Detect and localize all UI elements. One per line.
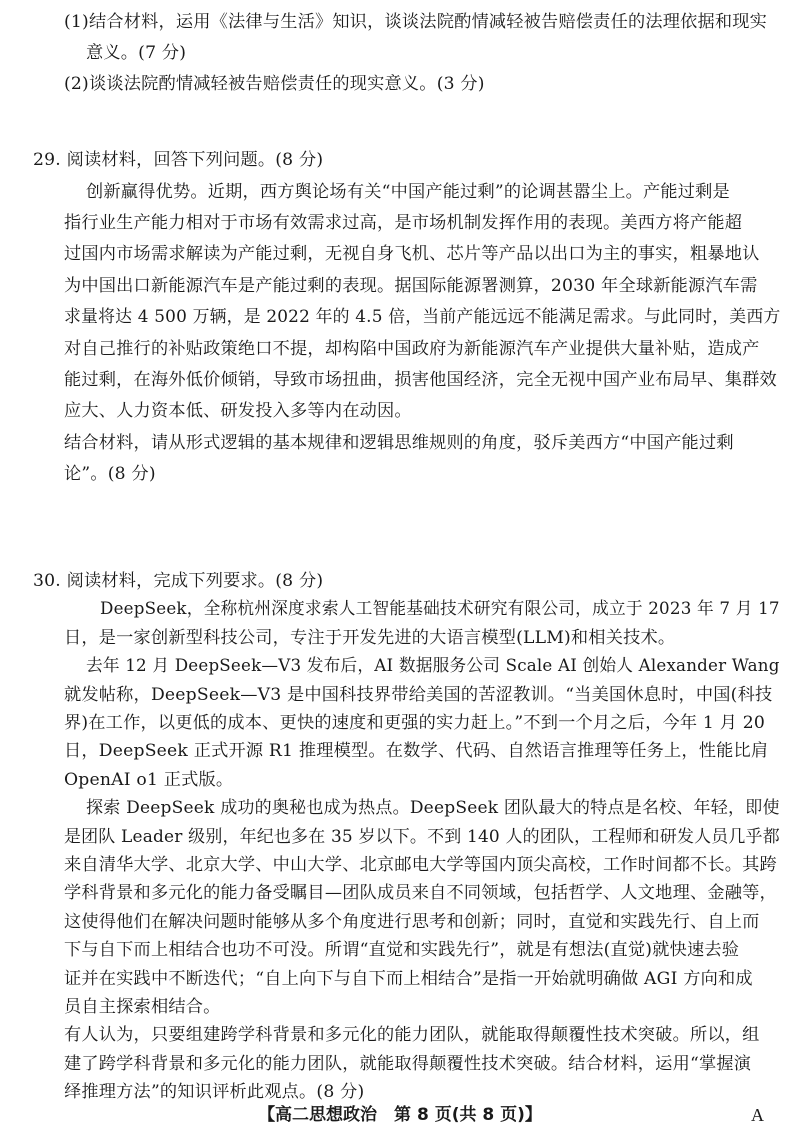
q29-question-line1: 结合材料，请从形式逻辑的基本规律和逻辑思维规则的角度，驳斥美西方“中国产能过剩 bbox=[64, 433, 734, 453]
q30-material-line: 日，是一家创新型科技公司，专注于开发先进的大语言模型(LLM)和相关技术。 bbox=[64, 627, 676, 648]
q29-material-line: 能过剩，在海外低价倾销，导致市场扭曲，损害他国经济，完全无视中国产业布局早、集群效 bbox=[64, 370, 777, 390]
q30-material-line: 来自清华大学、北京大学、中山大学、北京邮电大学等国内顶尖高校，工作时间都不长。其跨 bbox=[64, 855, 777, 875]
q30-material-line: 探索 DeepSeek 成功的奥秘也成为热点。DeepSeek 团队最大的特点是名校、年轻，即使 bbox=[86, 798, 780, 819]
q30-material-line: DeepSeek，全称杭州深度求索人工智能基础技术研究有限公司，成立于 2023 年 7 月 17 bbox=[100, 599, 780, 620]
q30-material-line: 就发帖称，DeepSeek—V3 是中国科技界带给美国的苦涩教训。“当美国休息时，中国(科技 bbox=[64, 684, 773, 705]
q29-material-line: 指行业生产能力相对于市场有效需求过高，是市场机制发挥作用的表现。美西方将产能超 bbox=[64, 213, 743, 233]
q30-material-line: 界)在工作，以更低的成本、更快的速度和更强的实力赶上。”不到一个月之后，今年 1 月 20 bbox=[64, 713, 766, 733]
q29-material-line: 为中国出口新能源汽车是产能过剩的表现。据国际能源署测算，2030 年全球新能源汽车需 bbox=[64, 276, 758, 296]
q29-material-line: 创新赢得优势。近期，西方舆论场有关“中国产能过剩”的论调甚嚣尘上。产能过剩是 bbox=[86, 182, 730, 202]
q30-question-line: 有人认为，只要组建跨学科背景和多元化的能力团队，就能取得颠覆性技术突破。所以，组 bbox=[64, 1025, 760, 1046]
q29-heading: 29. 阅读材料，回答下列问题。(8 分) bbox=[33, 150, 324, 170]
q28-part1-line1: (1)结合材料，运用《法律与生活》知识，谈谈法院酌情减轻被告赔偿责任的法理依据和现实 bbox=[64, 12, 768, 32]
q29-question-line2: 论”。(8 分) bbox=[64, 464, 156, 484]
footer-version-letter: A bbox=[751, 1105, 764, 1125]
q28-part1-line2: 意义。(7 分) bbox=[86, 43, 187, 63]
q30-material-line: 是团队 Leader 级别，年纪也多在 35 岁以下。不到 140 人的团队，工程师和研发人员几乎都 bbox=[64, 826, 780, 847]
q30-material-line: 下与自下而上相结合也功不可没。所谓“直觉和实践先行”，就是有想法(直觉)就快速去验 bbox=[64, 940, 740, 961]
q30-heading: 30. 阅读材料，完成下列要求。(8 分) bbox=[33, 571, 324, 591]
q30-question-line: 建了跨学科背景和多元化的能力团队，就能取得颠覆性技术突破。结合材料，运用“掌握演 bbox=[64, 1053, 752, 1074]
q30-material-line: 员自主探索相结合。 bbox=[64, 997, 221, 1017]
q29-material-line: 求量将达 4 500 万辆，是 2022 年的 4.5 倍，当前产能远远不能满足需求。与此同时，美西方 bbox=[64, 307, 781, 327]
q30-material-line: 日，DeepSeek 正式开源 R1 推理模型。在数学、代码、自然语言推理等任务上，性能比肩 bbox=[64, 741, 769, 762]
q29-material-line: 应大、人力资本低、研发投入多等内在动因。 bbox=[64, 401, 412, 421]
q30-material-line: 去年 12 月 DeepSeek—V3 发布后，AI 数据服务公司 Scale AI 创始人 Alexander Wang bbox=[86, 656, 780, 677]
q30-material-line: 这使得他们在解决问题时能够从多个角度进行思考和创新；同时，直觉和实践先行、自上而 bbox=[64, 911, 760, 932]
q30-material-line: OpenAI o1 正式版。 bbox=[64, 769, 234, 790]
q30-material-line: 学科背景和多元化的能力备受瞩目—团队成员来自不同领域，包括哲学、人文地理、金融等， bbox=[64, 883, 777, 904]
q29-material-line: 对自己推行的补贴政策绝口不提，却构陷中国政府为新能源汽车产业提供大量补贴，造成产 bbox=[64, 339, 760, 359]
footer-page-info: 【高二思想政治 第 8 页(共 8 页)】 bbox=[258, 1105, 542, 1125]
q30-question-line: 绎推理方法”的知识评析此观点。(8 分) bbox=[64, 1082, 365, 1103]
q28-part2: (2)谈谈法院酌情减轻被告赔偿责任的现实意义。(3 分) bbox=[64, 74, 485, 94]
page-footer bbox=[0, 1103, 800, 1127]
q30-material-line: 证并在实践中不断迭代；“自上向下与自下而上相结合”是指一开始就明确做 AGI 方向和成 bbox=[64, 968, 753, 989]
q29-material-line: 过国内市场需求解读为产能过剩，无视自身飞机、芯片等产品以出口为主的事实，粗暴地认 bbox=[64, 244, 760, 264]
